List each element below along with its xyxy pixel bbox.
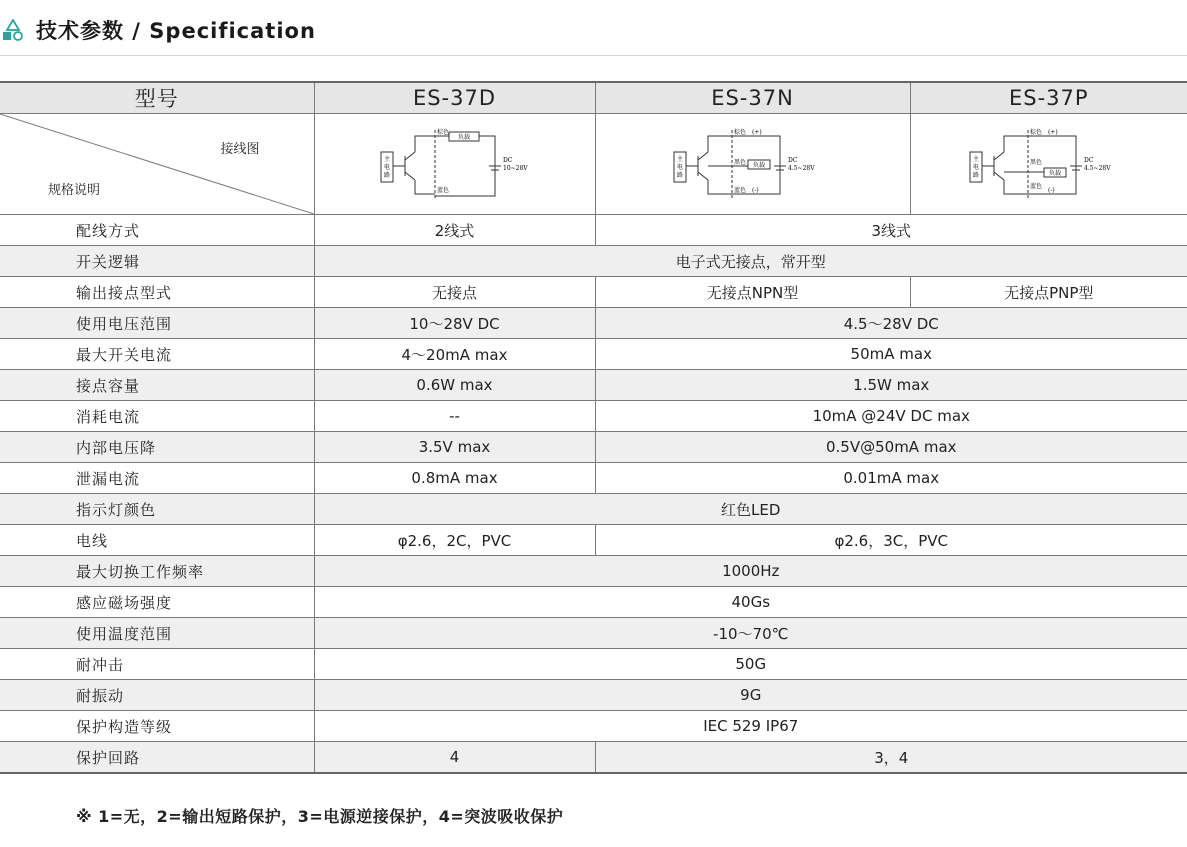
es37n-plus-label: (+) (751, 129, 762, 136)
spec-table (0, 81, 1187, 774)
value-all: -10～70℃ (314, 618, 1187, 649)
row-label: 配线方式 (0, 215, 314, 246)
es37p-blue-label: 蓝色 (1029, 183, 1042, 190)
es37p-dc-label: DC (1083, 157, 1094, 164)
value-es37np: 0.01mA max (595, 463, 1187, 494)
value-es37d: 0.6W max (314, 370, 595, 401)
row-label: 最大切换工作频率 (0, 556, 314, 587)
es37p-voltage-label: 4.5~28V (1083, 165, 1111, 172)
page-header (0, 14, 316, 46)
es37n-minus-label: (-) (751, 187, 759, 194)
row-label: 输出接点型式 (0, 277, 314, 308)
es37n-load-label: 负载 (752, 162, 765, 169)
value-es37np: 50mA max (595, 339, 1187, 370)
spec-row-cable (0, 525, 1187, 556)
wiring-diagram-label: 接线图 (220, 142, 260, 157)
spec-row-shock-resistance (0, 649, 1187, 680)
value-es37d: 无接点 (314, 277, 595, 308)
spec-row-consumption-current (0, 401, 1187, 432)
es37n-circuit-diagram (668, 126, 838, 202)
es37d-circuit-diagram (375, 126, 535, 202)
row-label: 使用温度范围 (0, 618, 314, 649)
spec-row-magnetic-sensitivity (0, 587, 1187, 618)
row-label: 保护构造等级 (0, 711, 314, 742)
spec-row-indicator-color (0, 494, 1187, 525)
value-es37np: 0.5V@50mA max (595, 432, 1187, 463)
value-all: 40Gs (314, 587, 1187, 618)
wiring-diagram-es37d (314, 114, 595, 215)
footnote: ※ 1=无，2=输出短路保护，3=电源逆接保护，4=突波吸收保护 (76, 807, 564, 826)
spec-row-temperature-range (0, 618, 1187, 649)
value-es37d: -- (314, 401, 595, 432)
value-es37p: 无接点PNP型 (910, 277, 1187, 308)
spec-row-max-frequency (0, 556, 1187, 587)
value-es37d: 10～28V DC (314, 308, 595, 339)
value-es37np: φ2.6，3C，PVC (595, 525, 1187, 556)
spec-row-protection-circuit (0, 742, 1187, 774)
value-es37d: φ2.6，2C，PVC (314, 525, 595, 556)
es37n-main-circuit-2: 电 (676, 164, 683, 171)
row-label: 内部电压降 (0, 432, 314, 463)
es37n-main-circuit-3: 路 (676, 172, 683, 179)
specification-label: 规格说明 (48, 183, 101, 198)
row-label: 保护回路 (0, 742, 314, 774)
model-es37d: ES-37D (314, 82, 595, 114)
page-title: 技术参数 / Specification (36, 19, 316, 43)
es37p-plus-label: (+) (1047, 129, 1058, 136)
es37p-minus-label: (-) (1047, 187, 1055, 194)
wiring-diagram-es37n (595, 114, 910, 215)
value-es37np: 10mA @24V DC max (595, 401, 1187, 432)
es37p-main-circuit-1: 主 (972, 156, 979, 163)
row-label: 接点容量 (0, 370, 314, 401)
row-label: 电线 (0, 525, 314, 556)
es37n-brown-label: 棕色 (733, 129, 746, 136)
value-all: 电子式无接点，常开型 (314, 246, 1187, 277)
row-label: 指示灯颜色 (0, 494, 314, 525)
es37n-black-label: 黑色 (733, 159, 746, 166)
value-es37np: 1.5W max (595, 370, 1187, 401)
header-divider (0, 55, 1187, 56)
es37d-voltage-label: 10~28V (502, 165, 528, 172)
es37d-blue-label: 蓝色 (436, 187, 449, 194)
row-label: 耐冲击 (0, 649, 314, 680)
spec-row-contact-capacity (0, 370, 1187, 401)
model-label: 型号 (0, 82, 314, 114)
spec-row-voltage-drop (0, 432, 1187, 463)
es37p-main-circuit-3: 路 (972, 172, 979, 179)
row-label: 最大开关电流 (0, 339, 314, 370)
value-es37np: 3线式 (595, 215, 1187, 246)
row-label: 耐振动 (0, 680, 314, 711)
spec-row-max-current (0, 339, 1187, 370)
es37d-main-circuit-2: 电 (383, 164, 390, 171)
value-es37d: 4 (314, 742, 595, 774)
row-label: 消耗电流 (0, 401, 314, 432)
es37p-brown-label: 棕色 (1029, 129, 1042, 136)
row-label: 感应磁场强度 (0, 587, 314, 618)
es37n-voltage-label: 4.5~28V (787, 165, 815, 172)
model-es37n: ES-37N (595, 82, 910, 114)
value-es37d: 3.5V max (314, 432, 595, 463)
wiring-diagram-es37p (910, 114, 1187, 215)
model-es37p: ES-37P (910, 82, 1187, 114)
es37n-dc-label: DC (787, 157, 797, 164)
es37p-load-label: 负载 (1048, 170, 1061, 177)
value-all: 50G (314, 649, 1187, 680)
row-label: 使用电压范围 (0, 308, 314, 339)
value-all: 9G (314, 680, 1187, 711)
es37p-main-circuit-2: 电 (972, 164, 979, 171)
es37d-dc-label: DC (502, 157, 512, 164)
value-all: 红色LED (314, 494, 1187, 525)
es37d-main-circuit-1: 主 (383, 156, 390, 163)
spec-row-output-type (0, 277, 1187, 308)
diagonal-line (0, 114, 314, 214)
value-all: IEC 529 IP67 (314, 711, 1187, 742)
spec-row-leakage-current (0, 463, 1187, 494)
es37p-circuit-diagram (964, 126, 1134, 202)
spec-row-vibration-resistance (0, 680, 1187, 711)
es37p-black-label: 黑色 (1029, 159, 1042, 166)
model-header-row (0, 82, 1187, 114)
value-es37np: 4.5～28V DC (595, 308, 1187, 339)
spec-row-wiring (0, 215, 1187, 246)
es37n-main-circuit-1: 主 (676, 156, 683, 163)
diagonal-header-cell (0, 114, 314, 215)
spec-row-switch-logic (0, 246, 1187, 277)
spec-row-protection-class (0, 711, 1187, 742)
value-es37d: 4～20mA max (314, 339, 595, 370)
es37d-brown-label: 棕色 (436, 129, 449, 136)
es37d-load-label: 负载 (457, 134, 470, 141)
diagram-row (0, 114, 1187, 215)
triangle-square-circle-icon (2, 19, 24, 41)
value-es37np: 3，4 (595, 742, 1187, 774)
row-label: 开关逻辑 (0, 246, 314, 277)
value-es37n: 无接点NPN型 (595, 277, 910, 308)
spec-row-voltage-range (0, 308, 1187, 339)
es37n-blue-label: 蓝色 (733, 187, 746, 194)
value-es37d: 0.8mA max (314, 463, 595, 494)
value-all: 1000Hz (314, 556, 1187, 587)
row-label: 泄漏电流 (0, 463, 314, 494)
es37d-main-circuit-3: 路 (383, 172, 390, 179)
value-es37d: 2线式 (314, 215, 595, 246)
